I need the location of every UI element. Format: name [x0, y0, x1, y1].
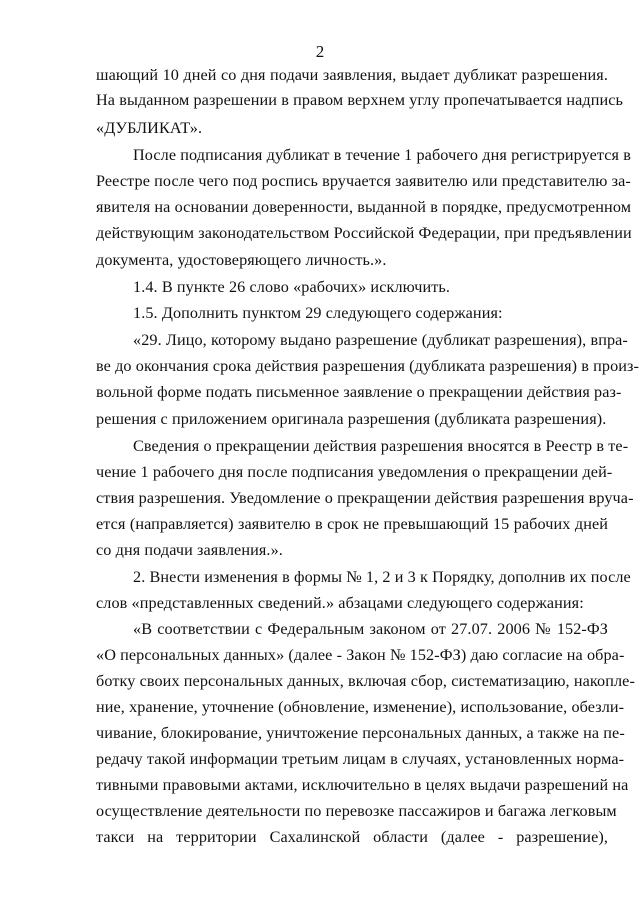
text-line: шающий 10 дней со дня подачи заявления, выдает дубликат разрешения.	[96, 66, 608, 84]
text-line: 1.5. Дополнить пунктом 29 следующего содержания:	[133, 304, 503, 322]
text-line: вольной форме подать письменное заявление о прекращении действия раз-	[96, 383, 622, 401]
text-line: действующим законодательством Российской Федерации, при предъявлении	[96, 224, 632, 242]
text-line: документа, удостоверяющего личность.».	[96, 251, 387, 269]
text-line: 2. Внести изменения в формы № 1, 2 и 3 к Порядку, дополнив их после	[133, 568, 631, 586]
text-line: Сведения о прекращении действия разрешения вносятся в Реестр в те-	[133, 437, 629, 455]
page-number: 2	[315, 42, 325, 61]
text-line: чивание, блокирование, уничтожение персональных данных, а также на пе-	[96, 724, 625, 742]
text-line: ботку своих персональных данных, включая сбор, систематизацию, накопле-	[96, 672, 635, 690]
text-line: ствия разрешения. Уведомление о прекращении действия разрешения вруча-	[96, 489, 634, 507]
text-line: ве до окончания срока действия разрешения (дубликата разрешения) в произ-	[96, 357, 640, 375]
text-line: тивными правовыми актами, исключительно в целях выдачи разрешений на	[96, 776, 629, 794]
text-line: редачу такой информации третьим лицам в случаях, установленных норма-	[96, 750, 625, 768]
text-line: чение 1 рабочего дня после подписания уведомления о прекращении дей-	[96, 463, 613, 481]
text-line: слов «представленных сведений.» абзацами следующего содержания:	[96, 594, 584, 612]
text-line: осуществление деятельности по перевозке пассажиров и багажа легковым	[96, 802, 617, 820]
text-line: 1.4. В пункте 26 слово «рабочих» исключить.	[133, 278, 451, 296]
text-line: На выданном разрешении в правом верхнем углу пропечатывается надпись	[96, 91, 624, 109]
text-line: Реестре после чего под роспись вручается заявителю или представителю за-	[96, 172, 631, 190]
text-line: решения с приложением оригинала разрешения (дубликата разрешения).	[96, 410, 607, 428]
text-line: ется (направляется) заявителю в срок не превышающий 15 рабочих дней	[96, 515, 608, 533]
text-line: ние, хранение, уточнение (обновление, изменение), использование, обезли-	[96, 698, 625, 716]
text-line: со дня подачи заявления.».	[96, 541, 283, 559]
text-line: «ДУБЛИКАТ».	[96, 119, 203, 137]
text-line: «О персональных данных» (далее - Закон № 152-ФЗ) даю согласие на обра-	[96, 646, 625, 664]
text-line: «29. Лицо, которому выдано разрешение (дубликат разрешения), впра-	[133, 331, 628, 349]
text-line: явителя на основании доверенности, выданной в порядке, предусмотренном	[96, 198, 632, 216]
text-line: «В соответствии с Федеральным законом от 27.07. 2006 № 152-ФЗ	[133, 620, 608, 638]
text-line: такси на территории Сахалинской области (далее - разрешение),	[96, 828, 608, 846]
text-line: После подписания дубликат в течение 1 рабочего дня регистрируется в	[133, 146, 631, 164]
